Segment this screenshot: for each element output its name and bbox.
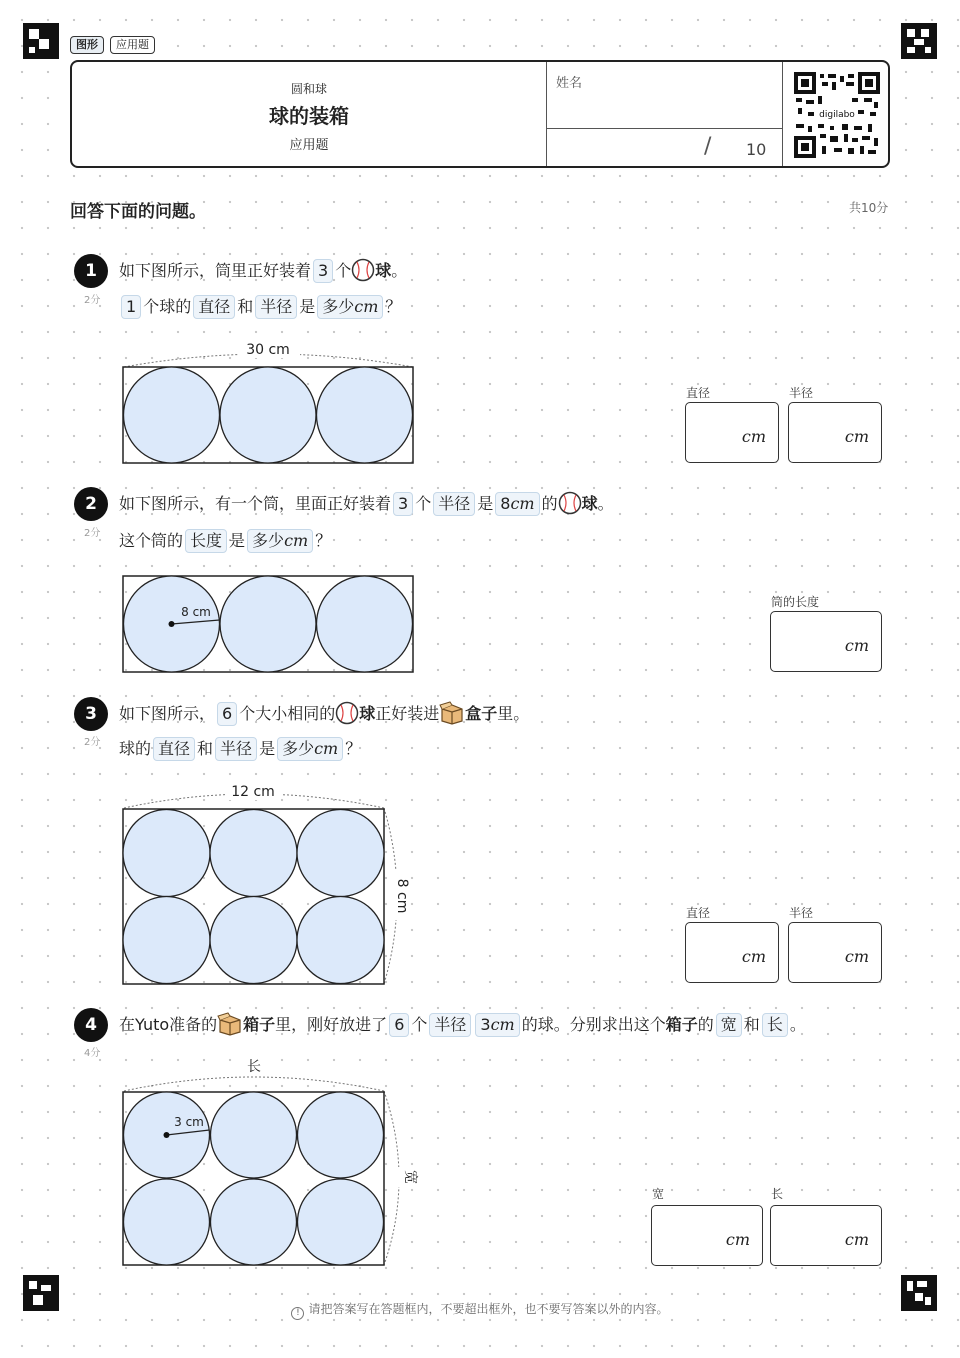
box-icon [439,701,465,733]
figure-4-width-label: 宽 [402,1170,418,1184]
corner-marker-tr [901,23,937,59]
name-field[interactable] [548,92,780,126]
answer-label-3a: 直径 [686,906,711,920]
ball-circle [298,1092,384,1178]
ball-circle [123,897,210,984]
figure-4-radius-label: 3 cm [174,1115,204,1129]
header-type: 应用题 [289,138,329,153]
figure-3 [110,780,420,990]
question-2-line-2: 这个筒的 长度 是 多少cm ？ [119,528,331,554]
ball-circle [123,810,210,897]
tag-type: 应用题 [110,36,155,54]
ball-circle [317,576,413,672]
ball-circle [297,897,384,984]
header-subject: 圆和球 [290,82,327,96]
figure-1-length-label: 30 cm [246,342,290,358]
score-total: 10 [746,140,767,159]
question-number-1: 1 [74,254,108,288]
answer-label-3b: 半径 [789,906,814,920]
box-icon [217,1012,243,1044]
question-number-4: 4 [74,1008,108,1042]
ball-circle [124,1179,210,1265]
page-title: 球的装箱 [269,104,349,128]
question-3-line-1: 如下图所示， 6 个大小相同的 球正好装进 盒子里。 [119,701,529,733]
total-points: 共10分 [849,201,889,215]
ball-circle [210,810,297,897]
ball-circle [298,1179,384,1265]
baseball-icon [335,701,359,733]
tag-category: 图形 [70,36,104,54]
question-points-3: 2分 [84,737,101,748]
score-slash: / [704,134,712,159]
answer-label-1b: 半径 [789,386,814,400]
answer-box-2-length[interactable]: cm [770,611,882,672]
question-points-2: 2分 [84,528,101,539]
question-2-line-1: 如下图所示，有一个筒，里面正好装着 3 个 半径 是 8cm 的 球。 [119,491,614,523]
answer-box-4-length[interactable]: cm [770,1205,882,1266]
baseball-icon [351,258,375,290]
figure-4 [110,1055,420,1270]
ball-circle [220,367,316,463]
answer-box-1-diameter[interactable]: cm [685,402,779,463]
question-3-line-2: 球的 直径 和 半径 是 多少cm ？ [119,736,361,762]
question-points-4: 4分 [84,1048,101,1059]
figure-3-width-label: 12 cm [231,784,275,800]
qr-code [794,72,880,158]
ball-circle [210,897,297,984]
name-label: 姓名 [556,76,583,91]
question-points-1: 2分 [84,295,101,306]
question-number-2: 2 [74,487,108,521]
figure-3-height-label: 8 cm [394,878,410,914]
question-1-line-1: 如下图所示，筒里正好装着 3 个 球。 [119,258,407,290]
ball-circle [297,810,384,897]
figure-2 [110,570,430,680]
figure-2-radius-label: 8 cm [181,605,211,619]
answer-box-1-radius[interactable]: cm [788,402,882,463]
ball-circle [220,576,316,672]
qr-brand: digilabo [819,110,855,120]
question-1-line-2: 1 个球的 直径 和 半径 是 多少cm ？ [119,294,401,320]
answer-label-4a: 宽 [652,1187,665,1201]
ball-circle [211,1092,297,1178]
figure-4-length-label: 长 [247,1059,261,1075]
answer-box-3-radius[interactable]: cm [788,922,882,983]
ball-circle [211,1179,297,1265]
ball-circle [124,367,220,463]
baseball-icon [558,491,582,523]
question-number-3: 3 [74,697,108,731]
answer-label-4b: 长 [771,1187,784,1201]
footer-note: ! 请把答案写在答题框内，不要超出框外，也不要写答案以外的内容。 [0,1300,960,1320]
answer-label-1a: 直径 [686,386,711,400]
info-icon: ! [291,1307,304,1320]
worksheet-header [70,60,890,168]
ball-circle [317,367,413,463]
answer-box-4-width[interactable]: cm [651,1205,763,1266]
figure-1 [110,335,430,470]
section-title: 回答下面的问题。 [70,202,206,222]
question-4-line-1: 在Yuto准备的 箱子里，刚好放进了 6 个 半径 3cm 的球。分别求出这个箱子的 宽 和 长 。 [119,1012,806,1044]
corner-marker-tl [23,23,59,59]
answer-label-2: 筒的长度 [771,595,820,609]
answer-box-3-diameter[interactable]: cm [685,922,779,983]
